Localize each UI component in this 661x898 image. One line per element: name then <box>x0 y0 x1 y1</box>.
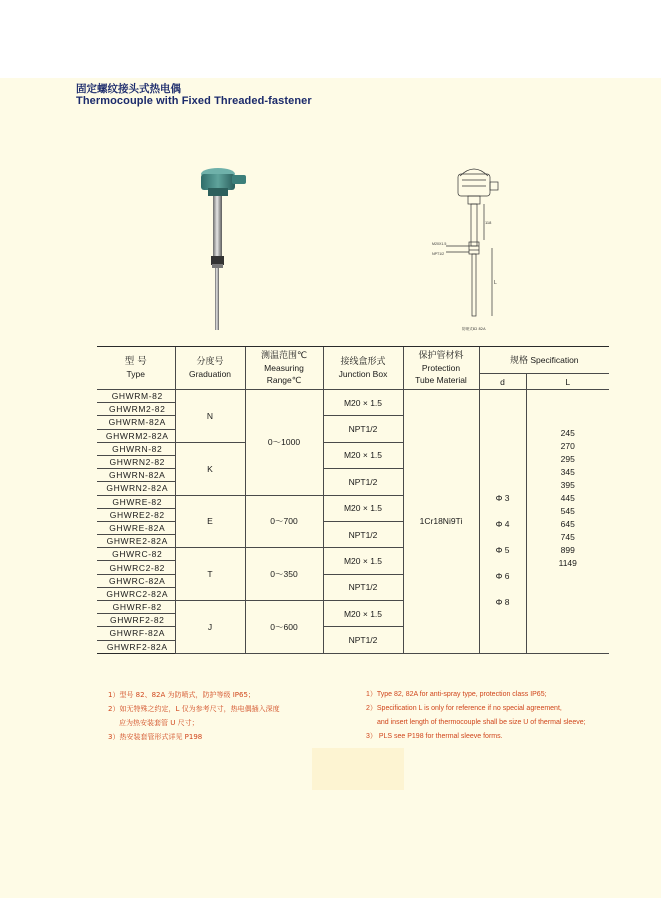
note-en-3: 3） PLS see P198 for thermal sleeve forms. <box>366 733 503 740</box>
l-value: 395 <box>560 479 575 490</box>
notes-chinese <box>108 688 280 744</box>
type-cell: GHWRM-82A <box>97 416 175 429</box>
junction-head-icon <box>201 168 246 196</box>
note-cn-2: 2）如无特殊之约定，L 仅为参考尺寸，热电偶插入深度 <box>108 705 280 713</box>
d-value: Φ 3 <box>495 493 510 504</box>
decorative-panel <box>312 748 404 790</box>
note-en-2: 2）Specification L is only for reference if no special agreement, <box>366 705 562 712</box>
box-m20-cell: M20 × 1.5 <box>323 548 403 574</box>
graduation-cell: E <box>175 495 245 548</box>
title-chinese: 固定螺纹接头式热电偶 <box>76 83 181 95</box>
table-row <box>97 390 609 403</box>
dim-top-label: 118 <box>485 220 492 225</box>
l-value: 545 <box>560 505 575 516</box>
type-cell: GHWRE2-82A <box>97 535 175 548</box>
d-value: Φ 8 <box>495 597 510 608</box>
note-cn-3: 3）热安装套管形式详见 P198 <box>108 733 203 741</box>
l-value: 1149 <box>558 557 577 568</box>
header-range: 测温范围℃ Measuring Range℃ <box>245 347 323 390</box>
type-cell: GHWRN-82A <box>97 469 175 482</box>
type-cell: GHWRF-82 <box>97 601 175 614</box>
graduation-cell: N <box>175 390 245 443</box>
header-graduation: 分度号 Graduation <box>175 347 245 390</box>
range-cell: 0～600 <box>245 601 323 654</box>
d-value: Φ 6 <box>495 571 510 582</box>
type-cell: GHWRE-82 <box>97 495 175 508</box>
type-cell: GHWRC2-82A <box>97 587 175 600</box>
range-cell: 0～350 <box>245 548 323 601</box>
type-cell: GHWRM2-82 <box>97 403 175 416</box>
type-cell: GHWRM2-82A <box>97 429 175 442</box>
d-value: Φ 4 <box>495 519 510 530</box>
header-l: L <box>526 374 609 390</box>
specification-table <box>97 346 609 654</box>
l-value: 445 <box>560 492 575 503</box>
box-npt-cell: NPT1/2 <box>323 469 403 495</box>
product-photo <box>192 160 254 332</box>
type-cell: GHWRC-82A <box>97 574 175 587</box>
d-value: Φ 5 <box>495 545 510 556</box>
box-npt-cell: NPT1/2 <box>323 416 403 442</box>
box-m20-cell: M20 × 1.5 <box>323 495 403 521</box>
material-cell: 1Cr18Ni9Ti <box>403 390 479 654</box>
dim-length-label: L <box>494 280 497 286</box>
l-value: 899 <box>560 544 575 555</box>
l-value: 295 <box>560 453 575 464</box>
l-value: 270 <box>560 440 575 451</box>
box-m20-cell: M20 × 1.5 <box>323 442 403 468</box>
l-value: 645 <box>560 518 575 529</box>
type-cell: GHWRC-82 <box>97 548 175 561</box>
type-cell: GHWRN2-82A <box>97 482 175 495</box>
header-specification: 规格 Specification <box>479 347 609 374</box>
note-en-1: 1）Type 82, 82A for anti-spray type, protection class IP65; <box>366 691 547 698</box>
npt-label: NPT1/2 <box>432 252 445 256</box>
graduation-cell: J <box>175 601 245 654</box>
title-english: Thermocouple with Fixed Threaded-fastener <box>76 95 312 107</box>
type-cell: GHWRF-82A <box>97 627 175 640</box>
drawing-caption: 防喷式82 82A <box>462 327 486 331</box>
type-cell: GHWRE2-82 <box>97 508 175 521</box>
l-value: 745 <box>560 531 575 542</box>
type-cell: GHWRM-82 <box>97 390 175 403</box>
range-cell: 0～1000 <box>245 390 323 496</box>
d-cell <box>479 390 526 654</box>
type-cell: GHWRN-82 <box>97 442 175 455</box>
note-cn-2b: 应为热安装套管 U 尺寸； <box>119 719 199 727</box>
type-cell: GHWRC2-82 <box>97 561 175 574</box>
graduation-cell: T <box>175 548 245 601</box>
header-d: d <box>479 374 526 390</box>
note-cn-1: 1）型号 82、82A 为防喷式，防护等级 IP65； <box>108 691 255 699</box>
l-value: 345 <box>560 466 575 477</box>
notes-english <box>366 688 586 744</box>
box-npt-cell: NPT1/2 <box>323 574 403 600</box>
box-m20-cell: M20 × 1.5 <box>323 601 403 627</box>
l-cell <box>526 390 609 654</box>
box-npt-cell: NPT1/2 <box>323 627 403 653</box>
box-npt-cell: NPT1/2 <box>323 521 403 547</box>
header-junction-box: 接线盒形式 Junction Box <box>323 347 403 390</box>
type-cell: GHWRN2-82 <box>97 455 175 468</box>
type-cell: GHWRF2-82A <box>97 640 175 653</box>
header-material: 保护管材料 Protection Tube Material <box>403 347 479 390</box>
thread-label: M20X1.5 <box>432 242 447 246</box>
header-type: 型 号 Type <box>97 347 175 390</box>
note-en-2b: and insert length of thermocouple shall be size U of thermal sleeve; <box>377 719 586 726</box>
type-cell: GHWRF2-82 <box>97 614 175 627</box>
type-cell: GHWRE-82A <box>97 521 175 534</box>
l-value: 245 <box>560 427 575 438</box>
box-m20-cell: M20 × 1.5 <box>323 390 403 416</box>
technical-drawing <box>430 160 530 336</box>
range-cell: 0～700 <box>245 495 323 548</box>
graduation-cell: K <box>175 442 245 495</box>
